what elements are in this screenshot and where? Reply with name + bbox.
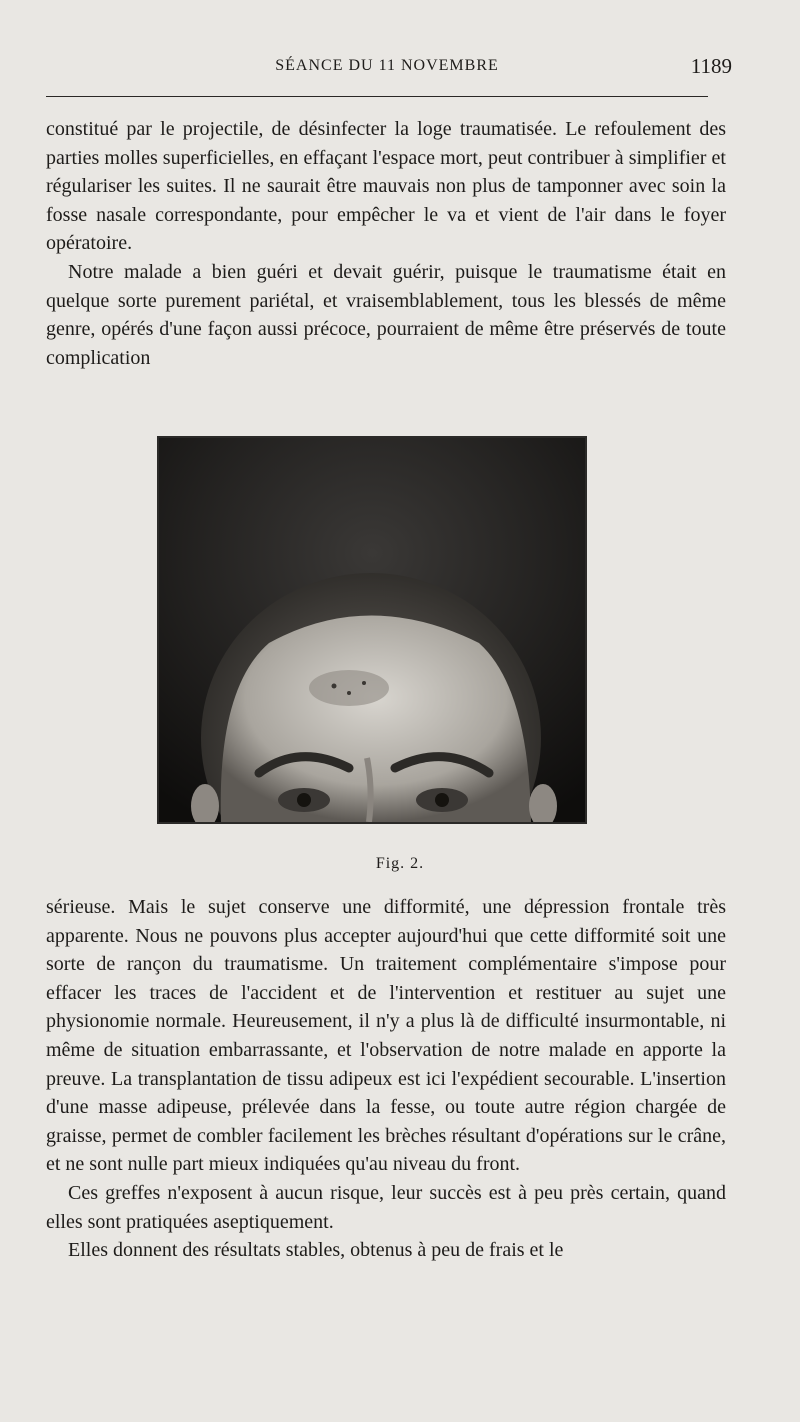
figure-photograph [157, 436, 587, 824]
text-block-bottom [46, 893, 726, 1265]
running-head [46, 52, 732, 82]
paragraph: sérieuse. Mais le sujet conserve une difformité, une dépression frontale très apparente. Nous ne pouvons plus accepter aujourd'hui que cette difformité soit une sorte de rançon du traumatisme. Un traitement complémentaire s'impose pour effacer les traces de l'accident et de l'intervention et restituer au sujet une physionomie normale. Heureusement, il n'y a plus là de difficulté insurmontable, ni même de situation embarrassante, et l'observation de notre malade en apporte la preuve. La transplantation de tissu adipeux est ici l'expédient secourable. L'insertion d'une masse adipeuse, prélevée dans la fesse, ou toute autre région chargée de graisse, permet de combler facilement les brèches résultant d'opérations sur le crâne, et ne sont nulle part mieux indiquées qu'au niveau du front. [46, 896, 726, 1176]
header-rule [46, 96, 708, 97]
forehead-photo [159, 438, 585, 822]
paragraph: constitué par le projectile, de désinfecter la loge traumatisée. Le refoulement des parties molles superficielles, en effaçant l'espace mort, peut contribuer à simplifier et régulariser les suites. Il ne saurait être mauvais non plus de tamponner avec soin la fosse nasale correspondante, pour empêcher le va et vient de l'air dans le foyer opératoire. [46, 118, 726, 255]
figure-caption: Fig. 2. [375, 855, 425, 872]
paragraph: Notre malade a bien guéri et devait guérir, puisque le traumatisme était en quelque sorte purement pariétal, et vraisemblablement, tous les blessés de même genre, opérés d'une façon aussi précoce, pourraient de même être préservés de toute complication [46, 260, 726, 369]
running-title: SÉANCE DU 11 NOVEMBRE [275, 57, 499, 74]
paragraph: Elles donnent des résultats stables, obtenus à peu de frais et le [68, 1239, 564, 1262]
paragraph: Ces greffes n'exposent à aucun risque, leur succès est à peu près certain, quand elles sont pratiquées aseptiquement. [46, 1181, 726, 1233]
page-number: 1189 [690, 54, 732, 78]
text-block-top [46, 115, 726, 372]
